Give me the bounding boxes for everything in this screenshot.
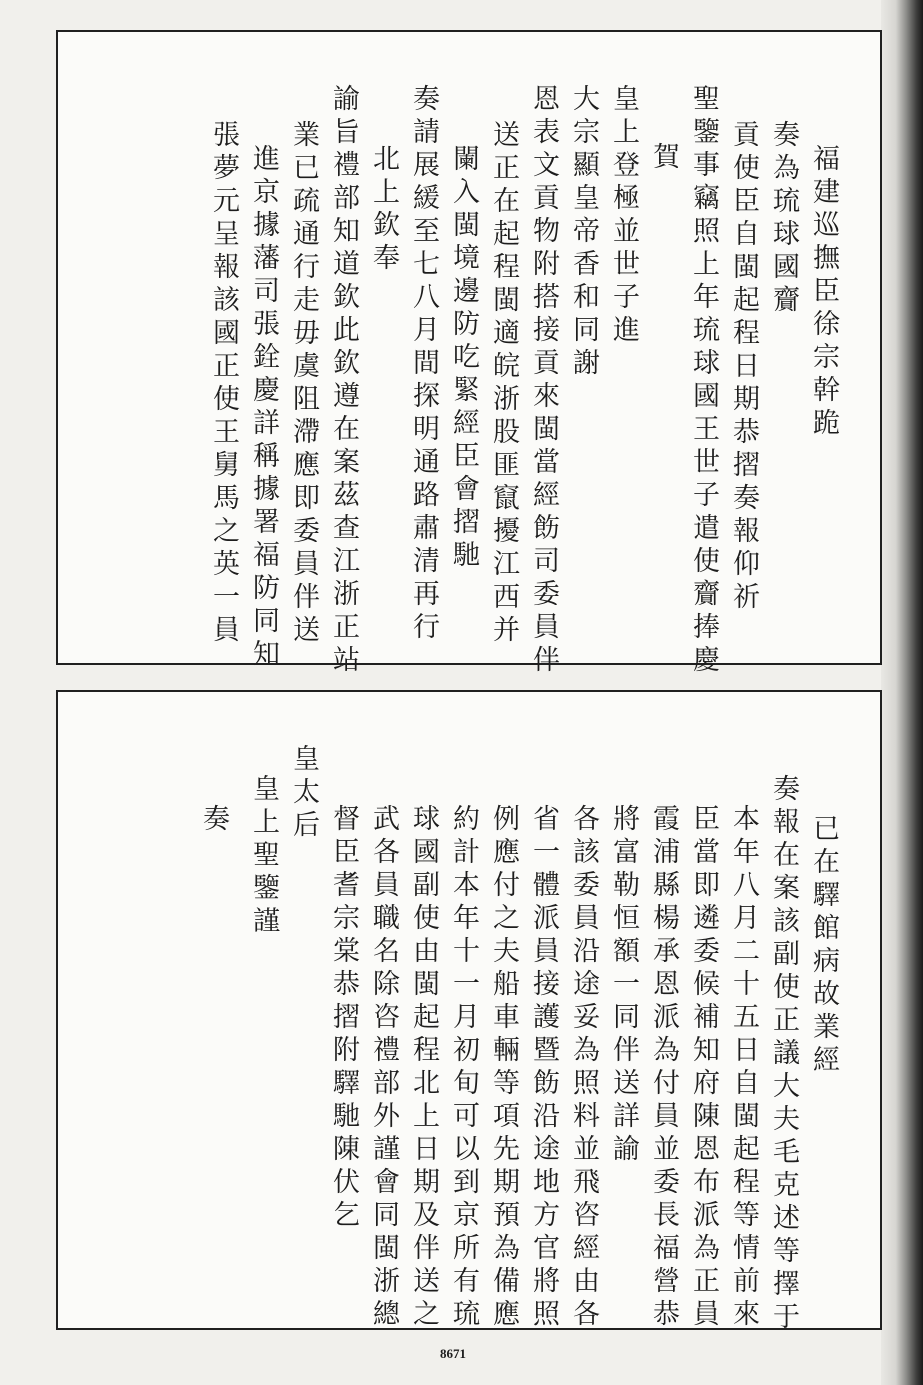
text-column: 本年八月二十五日自閩起程等情前來 — [728, 804, 759, 1332]
text-column: 貢使臣自閩起程日期恭摺奏報仰祈 — [728, 120, 759, 615]
text-column: 皇上登極並世子進 — [608, 84, 639, 348]
text-column: 各該委員沿途妥為照料並飛咨經由各 — [568, 804, 599, 1332]
text-column: 奏報在案該副使正議大夫毛克述等擇于 — [768, 774, 799, 1335]
text-column: 督臣耆宗棠恭摺附驛馳陳伏乞 — [328, 804, 359, 1233]
text-column: 奏為琉球國齎 — [768, 120, 799, 318]
text-column: 賀 — [648, 142, 679, 175]
text-column: 武各員職名除咨禮部外謹會同閩浙總 — [368, 804, 399, 1332]
book-spine-shadow — [881, 0, 923, 1385]
text-column: 聖鑒事竊照上年琉球國王世子遣使齎捧慶 — [688, 84, 719, 678]
text-column: 已在驛館病故業經 — [808, 814, 839, 1078]
text-column: 臣當即遴委候補知府陳恩布派為正員 — [688, 804, 719, 1332]
text-column: 大宗顯皇帝香和同謝 — [568, 84, 599, 381]
text-column: 皇上聖鑒謹 — [248, 774, 279, 939]
text-column: 奏請展緩至七八月間探明通路肅清再行 — [408, 84, 439, 645]
text-column: 張夢元呈報該國正使王舅馬之英一員 — [208, 120, 239, 648]
text-column: 業已疏通行走毋虞阻滯應即委員伴送 — [288, 120, 319, 648]
text-column: 恩表文貢物附搭接貢來閩當經飭司委員伴 — [528, 84, 559, 678]
text-column: 霞浦縣楊承恩派為付員並委長福營恭 — [648, 804, 679, 1332]
text-column: 送正在起程閩適皖浙股匪竄擾江西并 — [488, 120, 519, 648]
text-column: 將富勒恒額一同伴送詳諭 — [608, 804, 639, 1167]
text-column: 省一體派員接護暨飭沿途地方官將照 — [528, 804, 559, 1332]
text-column: 皇太后 — [288, 744, 319, 843]
text-column: 福建巡撫臣徐宗幹跪 — [808, 144, 839, 441]
top-memorial-panel — [56, 30, 882, 678]
text-column: 約計本年十一月初旬可以到京所有琉 — [448, 804, 479, 1332]
text-column: 闌入閩境邊防吃緊經臣會摺馳 — [448, 144, 479, 573]
text-column: 球國副使由閩起程北上日期及伴送之 — [408, 804, 439, 1332]
text-column: 進京據藩司張銓慶詳稱據署福防同知 — [248, 144, 279, 672]
text-column: 例應付之夫船車輛等項先期預為備應 — [488, 804, 519, 1332]
text-column: 諭旨禮部知道欽此欽遵在案茲查江浙正站 — [328, 84, 359, 678]
bottom-memorial-panel — [56, 690, 882, 1335]
text-column: 奏 — [198, 804, 229, 837]
text-column: 北上欽奉 — [368, 144, 399, 276]
page-number: 8671 — [440, 1346, 466, 1361]
